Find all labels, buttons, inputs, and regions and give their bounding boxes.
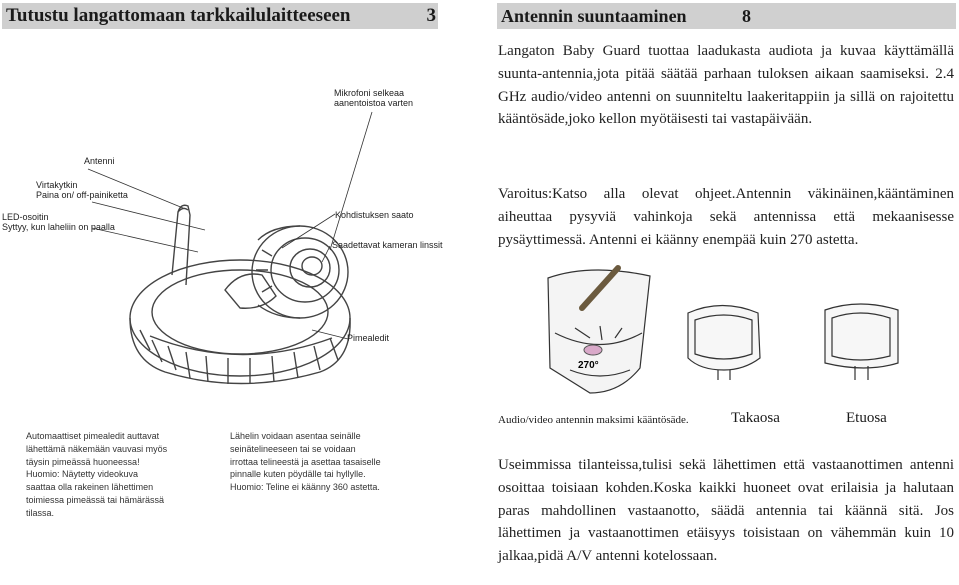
back-view-figure [688, 306, 760, 381]
note-line: Huomio: Teline ei käänny 360 astetta. [230, 482, 380, 493]
callout-microphone [334, 88, 413, 108]
note-line: lähettämä näkemään vauvasi myös [26, 443, 168, 454]
rotation-angle-label: 270° [578, 360, 599, 371]
callout-antenna [84, 156, 115, 166]
callout-pairing [335, 210, 414, 220]
left-page-number: 3 [426, 5, 436, 26]
note-line: täysin pimeässä huoneessa! [26, 456, 140, 467]
note-line: toimiessa pimeässä tai hämärässä [26, 494, 165, 505]
note-line: seinätelineeseen tai se voidaan [230, 443, 356, 454]
intro-paragraph: Langaton Baby Guard tuottaa laadukasta audiota ja kuvaa käyttämällä suunta-antennia,jota pitää säätää parhaan tuloksen aikaan saamiseksi. 2.4 GHz audio/video antenni on suunniteltu laakeritappiin ja sillä on rajoitettu kääntösäde,joko kellon myötäisesti tai vastapäivään. [498, 43, 954, 128]
callout-power-switch [36, 180, 128, 200]
note-line: Automaattiset pimealedit auttavat [26, 431, 160, 441]
callout-antenna-text: Antenni [84, 156, 115, 166]
caption-front: Etuosa [846, 410, 887, 426]
right-page-title: Antennin suuntaaminen [501, 5, 687, 26]
figure-captions [498, 410, 958, 432]
note-line: Lähelin voidaan asentaa seinälle [230, 431, 361, 441]
note-line: saattaa olla rakeinen lähettimen [26, 482, 154, 493]
callout-lens [332, 240, 443, 250]
callout-night-leds-text: Pimealedit [347, 333, 390, 343]
callout-microphone-text: Mikrofoni selkeaa aanentoistoa varten [334, 88, 414, 108]
front-view-figure [825, 304, 898, 380]
callout-lens-text: Saadettavat kameran linssit [332, 240, 443, 250]
note-line: irrottaa telineestä ja asettaa tasaiselle [230, 456, 381, 467]
callout-led-text: LED-osoitin Syttyy, kun laheliin on paalla [2, 212, 115, 232]
caption-rotation: Audio/video antennin maksimi kääntösäde. [498, 414, 689, 426]
positioning-paragraph: Useimmissa tilanteissa,tulisi sekä lähettimen että vastaanottimen antenni osoittaa toisiaan kohden.Koska kaikki huoneet ovat erilaisia ja halutaan paras mahdollinen vastaanotto, säädä antennia tai käännä sitä. Jos lähettimen ja vastaanottimen etäisyys toisistaan on vähemmän kuin 10 jalkaa,pidä A/V antenni kotelossaan. [498, 457, 954, 565]
antenna-figures [530, 258, 950, 408]
note-night-vision [26, 430, 167, 520]
caption-back: Takaosa [731, 410, 780, 426]
right-page-number: 8 [742, 6, 751, 26]
note-line: Huomio: Näytetty videokuva [26, 469, 139, 480]
callout-led [2, 212, 115, 232]
callout-pairing-text: Kohdistuksen saato [335, 210, 414, 220]
note-line: tilassa. [26, 507, 55, 518]
right-page-header [497, 3, 956, 29]
warning-paragraph: Varoitus:Katso alla olevat ohjeet.Antennin väkinäinen,kääntäminen aiheuttaa pysyviä vahinkoja sekä antennissa että mekaanisesse pysäyttimessä. Antenni ei käänny enempää kuin 270 astetta. [498, 186, 954, 248]
left-page-header [2, 3, 438, 29]
note-line: pinnalle kuten pöydälle tai hyllylle. [230, 469, 366, 480]
callout-night-leds [347, 333, 389, 343]
indicator-light-icon [584, 345, 602, 355]
note-mounting [230, 430, 381, 494]
left-page-title: Tutustu langattomaan tarkkailulaitteeseen [6, 5, 351, 26]
callout-power-switch-text: Virtakytkin Paina on/ off-painiketta [36, 180, 128, 200]
